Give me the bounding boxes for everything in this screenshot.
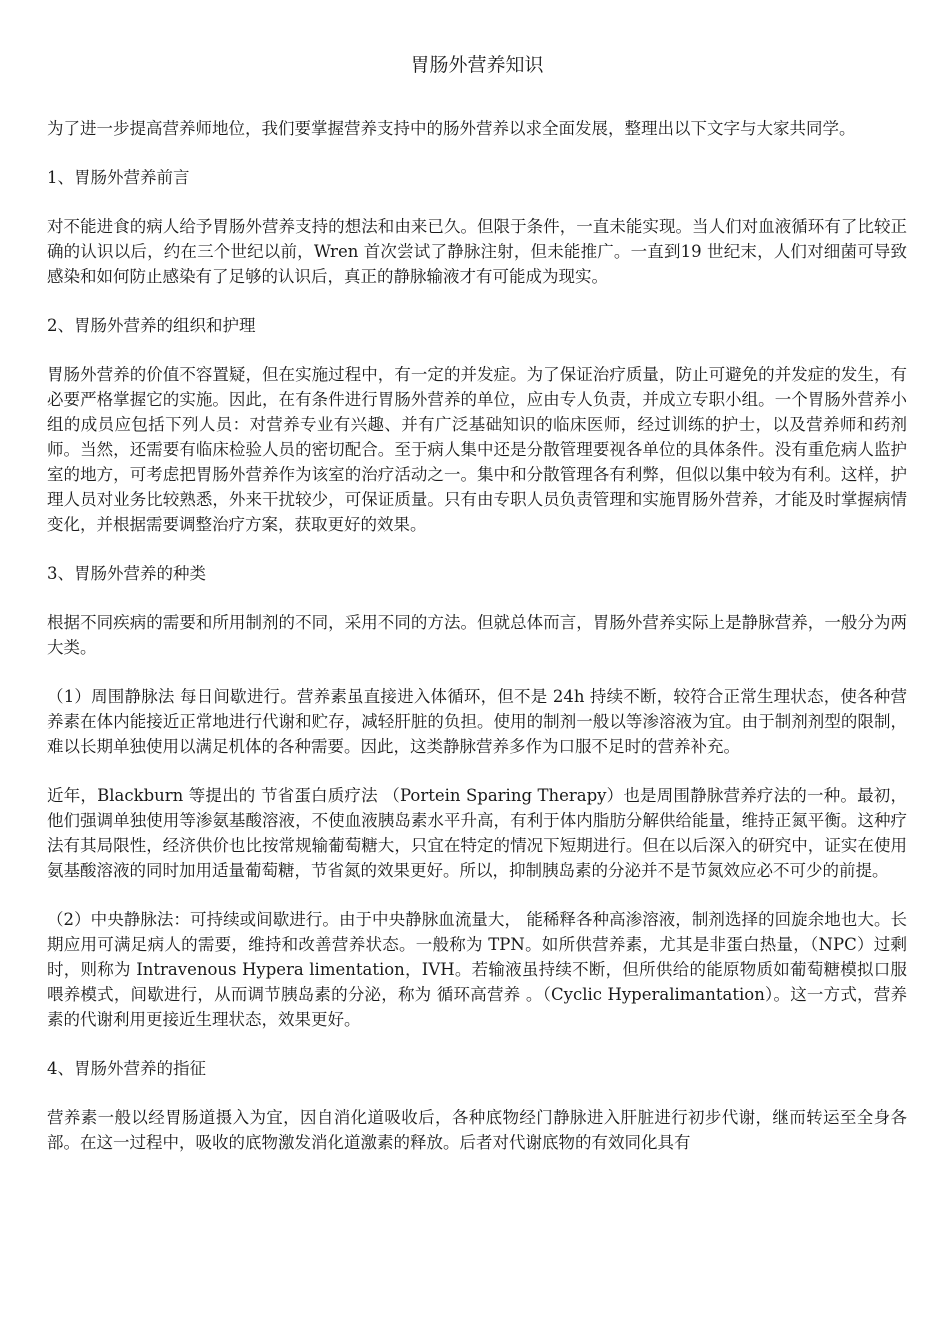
section-paragraph: 营养素一般以经胃肠道摄入为宜，因自消化道吸收后，各种底物经门静脉进入肝脏进行初步代谢，继而转运至全身各部。在这一过程中，吸收的底物激发消化道激素的释放。后者对代谢底物的有效同化具有 bbox=[47, 1108, 907, 1152]
section-paragraph: 对不能进食的病人给予胃肠外营养支持的想法和由来已久。但限于条件，一直未能实现。当人们对血液循环有了比较正确的认识以后，约在三个世纪以前，Wren 首次尝试了静脉注射，但未能推广。一直到19 世纪末，人们对细菌可导致感染和如何防止感染有了足够的认识后，真正的静脉输液才有可能成为现实。 bbox=[47, 217, 907, 286]
section-indications bbox=[47, 1056, 907, 1155]
document-title: 胃肠外营养知识 bbox=[410, 54, 544, 76]
intro-paragraph: 为了进一步提高营养师地位，我们要掌握营养支持中的肠外营养以求全面发展，整理出以下文字与大家共同学。 bbox=[47, 119, 856, 138]
section-heading-types: 3、胃肠外营养的种类 bbox=[47, 564, 206, 583]
section-paragraph: 胃肠外营养的价值不容置疑，但在实施过程中，有一定的并发症。为了保证治疗质量，防止可避免的并发症的发生，有必要严格掌握它的实施。因此，在有条件进行胃肠外营养的单位，应由专人负责，并成立专职小组。一个胃肠外营养小组的成员应包括下列人员：对营养专业有兴趣、并有广泛基础知识的临床医师，经过训练的护士，以及营养师和药剂师。当然，还需要有临床检验人员的密切配合。至于病人集中还是分散管理要视各单位的具体条件。没有重危病人监护室的地方，可考虑把胃肠外营养作为该室的治疗活动之一。集中和分散管理各有利弊，但似以集中较为有利。这样，护理人员对业务比较熟悉，外来干扰较少，可保证质量。只有由专职人员负责管理和实施胃肠外营养，才能及时掌握病情变化，并根据需要调整治疗方案，获取更好的效果。 bbox=[47, 365, 907, 534]
document-page bbox=[47, 50, 907, 1179]
section-organization bbox=[47, 313, 907, 537]
section-types bbox=[47, 561, 907, 1032]
section-heading-indications: 4、胃肠外营养的指征 bbox=[47, 1059, 206, 1078]
section-paragraph: （2）中央静脉法：可持续或间歇进行。由于中央静脉血流量大， 能稀释各种高渗溶液，制剂选择的回旋余地也大。长期应用可满足病人的需要，维持和改善营养状态。一般称为 TPN。如所供营养素，尤其是非蛋白热量，（NPC）过剩时，则称为 Intravenous Hypera limentation，IVH。若输液虽持续不断，但所供给的能原物质如葡萄糖模拟口服喂养模式，间歇进行，从而调节胰岛素的分泌，称为 循环高营养 。（Cyclic Hyperalimantation）。这一方式，营养素的代谢利用更接近生理状态，效果更好。 bbox=[47, 910, 907, 1029]
section-heading-preface: 1、胃肠外营养前言 bbox=[47, 168, 190, 187]
section-paragraph: 根据不同疾病的需要和所用制剂的不同，采用不同的方法。但就总体而言，胃肠外营养实际上是静脉营养，一般分为两大类。 bbox=[47, 613, 907, 657]
section-paragraph: （1）周围静脉法 每日间歇进行。营养素虽直接进入体循环，但不是 24h 持续不断，较符合正常生理状态，使各种营养素在体内能接近正常地进行代谢和贮存，减轻肝脏的负担。使用的制剂一般以等渗溶液为宜。由于制剂剂型的限制，难以长期单独使用以满足机体的各种需要。因此，这类静脉营养多作为口服不足时的营养补充。 bbox=[47, 687, 907, 756]
section-heading-organization: 2、胃肠外营养的组织和护理 bbox=[47, 316, 256, 335]
section-paragraph: 近年，Blackburn 等提出的 节省蛋白质疗法 （Portein Sparing Therapy）也是周围静脉营养疗法的一种。最初，他们强调单独使用等渗氨基酸溶液，不使血液胰岛素水平升高，有利于体内脂肪分解供给能量，维持正氮平衡。这种疗法有其局限性，经济供价也比按常规输葡萄糖大，只宜在特定的情况下短期进行。但在以后深入的研究中，证实在使用氨基酸溶液的同时加用适量葡萄糖，节省氮的效果更好。所以，抑制胰岛素的分泌并不是节氮效应必不可少的前提。 bbox=[47, 786, 907, 880]
section-preface bbox=[47, 165, 907, 289]
